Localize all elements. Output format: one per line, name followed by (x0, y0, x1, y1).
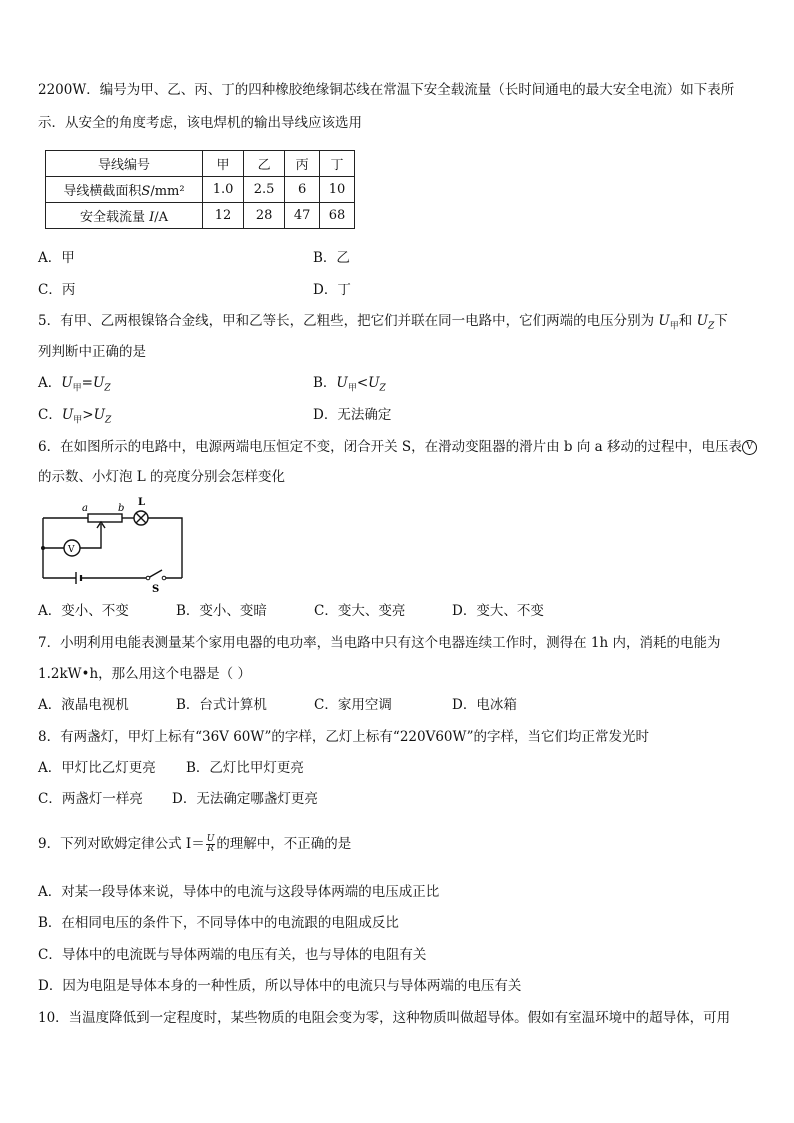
q8-stem: 8．有两盏灯，甲灯上标有“36V 60W”的字样，乙灯上标有“220V60W”的字样，当它们均正常发光时 (38, 729, 650, 745)
q5-option-c: C．$U_甲>U_Z$ (38, 407, 112, 426)
q6-stem-line-2: 的示数、小灯泡 L 的亮度分别会怎样变化 (38, 469, 286, 485)
q7-option-d: D．电冰箱 (452, 697, 517, 713)
q9-stem: 9．下列对欧姆定律公式 I＝ $\frac{U}{R}$ 的理解中，不正确的是 (38, 834, 352, 854)
q6-stem: 6．在如图所示的电路中，电源两端电压恒定不变，闭合开关 S，在滑动变阻器的滑片由 b 向 a 移动的过程中，电压表 V (38, 437, 757, 457)
q5-option-a: A．$U_甲=U_Z$ (38, 375, 111, 394)
table-cell: 28 (244, 203, 285, 229)
rheostat (88, 514, 122, 522)
switch-blade (148, 570, 162, 578)
q5-stem: 5．有甲、乙两根镍铬合金线，甲和乙等长，乙粗些，把它们并联在同一电路中，它们两端的电压分别为 $U_甲$和 $U_Z$下 (38, 313, 728, 332)
circuit-diagram (30, 495, 200, 595)
q8-option-d: D．无法确定哪盏灯更亮 (172, 791, 318, 807)
wire (148, 518, 182, 578)
table-cell: 12 (203, 203, 244, 229)
q7-option-c: C．家用空调 (314, 697, 392, 713)
q10-stem: 10．当温度降低到一定程度时，某些物质的电阻会变为零，这种物质叫做超导体。假如有室温环境中的超导体，可用 (38, 1010, 731, 1026)
label-S: S (152, 584, 160, 595)
table-cell: 47 (285, 203, 320, 229)
label-a: a (82, 503, 88, 514)
ohm-formula-fraction: $\frac{U}{R}$ (206, 834, 215, 854)
q4-option-d: D．丁 (313, 282, 351, 298)
switch-contact (146, 576, 150, 580)
intro-line-2: 示．从安全的角度考虑，该电焊机的输出导线应该选用 (38, 115, 362, 131)
label-L: L (138, 497, 146, 508)
q9-option-d: D．因为电阻是导体本身的一种性质，所以导体中的电流只与导体两端的电压有关 (38, 978, 522, 994)
table-header-cell: 丁 (320, 151, 355, 177)
table-header-cell: 导线编号 (46, 151, 203, 177)
table-header-cell: 丙 (285, 151, 320, 177)
q4-option-c: C．丙 (38, 282, 76, 298)
q7-option-a: A．液晶电视机 (38, 697, 129, 713)
q8-option-b: B．乙灯比甲灯更亮 (186, 760, 304, 776)
q5-option-b: B．$U_甲<U_Z$ (313, 375, 386, 394)
q6-option-a: A．变小、不变 (38, 603, 129, 619)
q4-option-b: B．乙 (313, 250, 350, 266)
q5-stem-line-2: 列判断中正确的是 (38, 344, 146, 360)
table-row (46, 177, 355, 203)
junction-dot (41, 546, 45, 550)
table-row-label: 导线横截面积S/mm² (46, 177, 203, 203)
q7-option-b: B．台式计算机 (176, 697, 267, 713)
wire-table (45, 150, 355, 229)
intro-line-1: 2200W．编号为甲、乙、丙、丁的四种橡胶绝缘铜芯线在常温下安全载流量（长时间通电的最大安全电流）如下表所 (38, 82, 735, 98)
table-header-cell: 乙 (244, 151, 285, 177)
table-cell: 6 (285, 177, 320, 203)
table-row (46, 203, 355, 229)
q4-option-a: A．甲 (38, 250, 75, 266)
table-cell: 10 (320, 177, 355, 203)
q7-stem-line-2: 1.2kW•h，那么用这个电器是（ ） (38, 666, 251, 682)
table-header-cell: 甲 (203, 151, 244, 177)
table-cell: 68 (320, 203, 355, 229)
switch-contact (162, 576, 166, 580)
q6-option-d: D．变大、不变 (452, 603, 544, 619)
table-row (46, 151, 355, 177)
q8-option-c: C．两盏灯一样亮 (38, 791, 143, 807)
q9-option-c: C．导体中的电流既与导体两端的电压有关，也与导体的电阻有关 (38, 947, 427, 963)
label-b: b (118, 503, 125, 514)
q8-option-a: A．甲灯比乙灯更亮 (38, 760, 156, 776)
q7-stem: 7．小明利用电能表测量某个家用电器的电功率，当电路中只有这个电器连续工作时，测得在 1h 内，消耗的电能为 (38, 635, 721, 651)
voltmeter-icon: V (742, 440, 757, 455)
q6-option-c: C．变大、变亮 (314, 603, 406, 619)
label-V: V (68, 545, 75, 555)
table-cell: 1.0 (203, 177, 244, 203)
q9-option-a: A．对某一段导体来说，导体中的电流与这段导体两端的电压成正比 (38, 884, 440, 900)
table-cell: 2.5 (244, 177, 285, 203)
table-row-label: 安全载流量 I/A (46, 203, 203, 229)
q9-option-b: B．在相同电压的条件下，不同导体中的电流跟的电阻成反比 (38, 915, 399, 931)
q6-option-b: B．变小、变暗 (176, 603, 267, 619)
q5-option-d: D．无法确定 (313, 407, 392, 423)
